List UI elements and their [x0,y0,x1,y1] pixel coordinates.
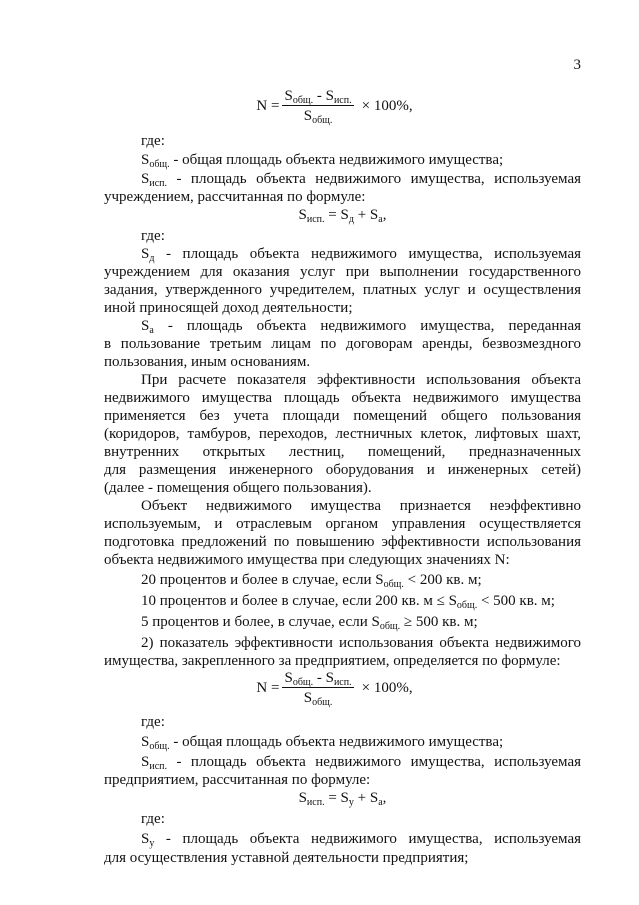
page-number: 3 [573,57,581,73]
formula-lhs: N = [256,680,280,696]
formula-tail: × 100%, [361,98,413,114]
text-line: учреждением для оказания услуг при выполнении государственного [104,264,581,280]
definition-line: $S_{общ.}$ - общая площадь объекта недвижимого имущества; [141,152,504,170]
text-line: где: [141,811,165,827]
threshold-line: 10 процентов и более в случае, если 200 кв. $м \le S_{общ.} < 500$ кв. м; [141,593,555,611]
text-line: предприятием, рассчитанная по формуле: [104,772,371,788]
formula-lhs: N = [256,98,280,114]
text-line: где: [141,228,165,244]
text-line: задания, утвержденного учредителем, платных услуг и осуществления [104,282,581,298]
fraction-denominator: $S_{общ.}$ [303,690,333,708]
text-line: в пользование третьим лицам по договорам аренды, безвозмездного [104,336,581,352]
threshold-line: 5 процентов и более, в случае, если $S_{общ.} \ge 500$ кв. м; [141,614,478,632]
text-line: Объект недвижимого имущества признается неэффективно [141,498,581,514]
text-line: учреждением, рассчитанная по формуле: [104,189,366,205]
definition-line: $S_{исп.}$ - площадь объекта недвижимого имущества, используемая [141,754,581,772]
definition-line: $S_д$ - площадь объекта недвижимого имущества, используемая [141,246,581,264]
text-line: иной приносящей доход деятельности; [104,300,353,316]
formula-fraction [282,88,353,125]
definition-line: $S_{общ.}$ - общая площадь объекта недвижимого имущества; [141,734,504,752]
efficiency-formula-1 [0,88,639,125]
efficiency-formula-2 [0,670,639,707]
text-line: применяется без учета площади помещений общего пользования [104,408,581,424]
text-line: При расчете показателя эффективности использования объекта [141,372,581,388]
formula-fraction [282,670,353,707]
sum-formula-2: $S_{исп.} = S_у + S_а$, [298,790,387,808]
text-line: используемым, и отраслевым органом управления осуществляется [104,516,581,532]
text-line: недвижимого имущества площадь объекта недвижимого имущества [104,390,581,406]
sum-formula-1: $S_{исп.} = S_д + S_а$, [298,207,387,225]
definition-line: $S_у$ - площадь объекта недвижимого имущества, используемая [141,831,581,849]
fraction-numerator: $S_{общ.} - S_{исп.}$ [284,670,352,688]
text-line: (коридоров, тамбуров, переходов, лестничных клеток, лифтовых шахт, [104,426,581,442]
definition-line: $S_{исп.}$ - площадь объекта недвижимого имущества, используемая [141,171,581,189]
definition-line: $S_а$ - площадь объекта недвижимого имущества, переданная [141,318,581,336]
text-line: где: [141,714,165,730]
text-line: где: [141,133,165,149]
fraction-denominator: $S_{общ.}$ [303,108,333,126]
text-line: для осуществления уставной деятельности предприятия; [104,850,469,866]
text-line: имущества, закрепленного за предприятием, определяется по формуле: [104,653,561,669]
text-line: объекта недвижимого имущества при следующих значениях N: [104,552,510,568]
text-line: подготовка предложений по повышению эффективности использования [104,534,581,550]
text-line: 2) показатель эффективности использования объекта недвижимого [141,635,581,651]
text-line: для размещения инженерного оборудования и инженерных сетей) [104,462,581,478]
fraction-numerator: $S_{общ.} - S_{исп.}$ [284,88,352,106]
formula-tail: × 100%, [361,680,413,696]
text-line: (далее - помещения общего пользования). [104,480,372,496]
text-line: пользования, иным основаниям. [104,354,311,370]
text-line: внутренних открытых лестниц, помещений, предназначенных [104,444,581,460]
threshold-line: 20 процентов и более в случае, если $S_{общ.} < 200$ кв. м; [141,572,482,590]
